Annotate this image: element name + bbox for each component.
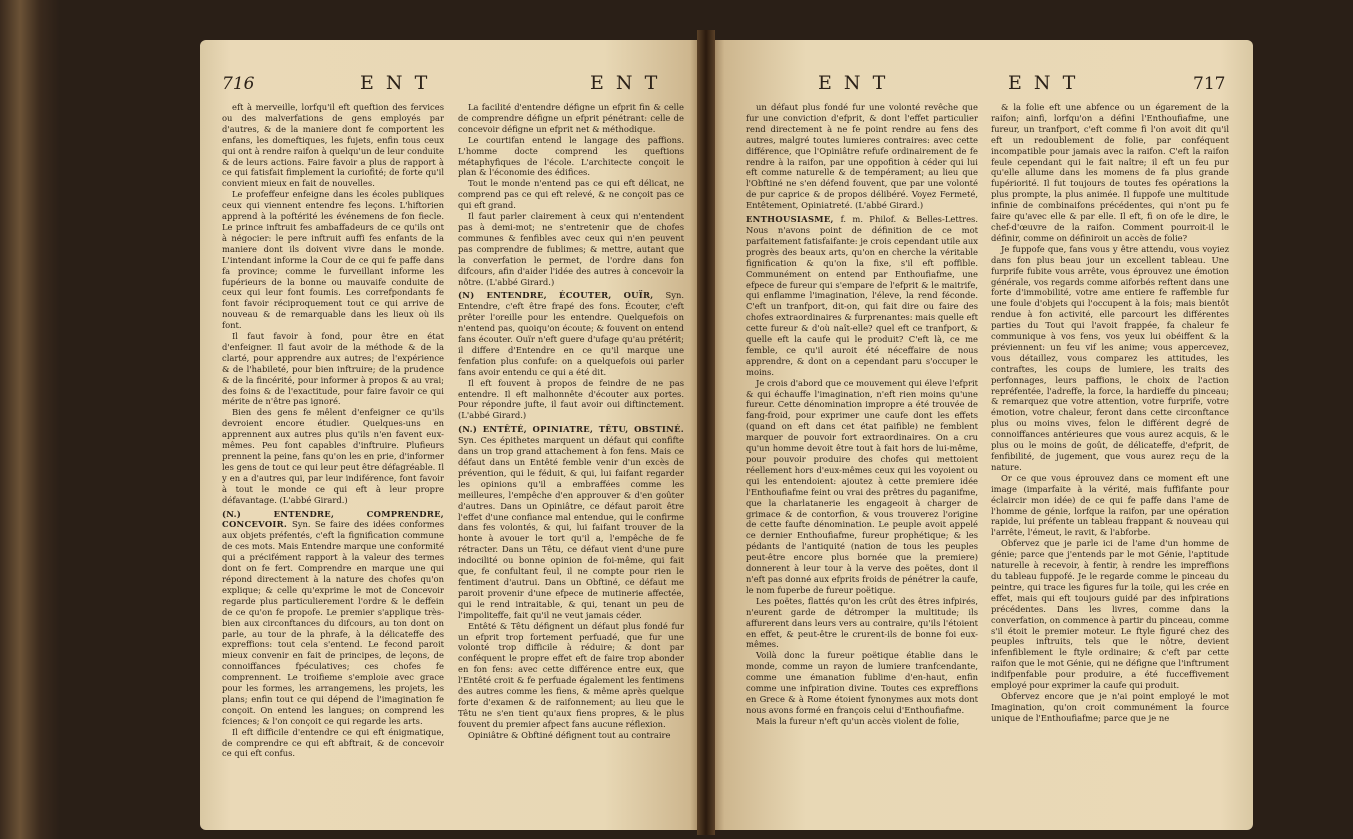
dictionary-entry [458,290,684,377]
entry-text: Syn. Ces épithetes marquent un défaut qui confifte dans un trop grand attachement à fon fens. Mais ce défaut dans un Entêté femble venir d'un excès de prévention, qui le féduit, & qui, lui faifant regarder les opinions qu'il a embraffées comme les meilleures, l'empêche d'en approuver & d'en goûter d'autres. Dans un Opiniâtre, ce défaut paroit être l'effet d'une confiance mal entendue, qui le confirme dans fes volontés, & qui, lui faifant trouver de la honte à avouer le tort qu'il a, l'empêche de fe rétracter. Dans un Têtu, ce défaut vient d'une pure indocilité ou bonne opinion de foi-même, qui fait que, fe confultant feul, il ne compte pour rien le fentiment d'autrui. Dans un Obftiné, ce défaut me paroit provenir d'une efpece de mutinerie affectée, qui le rend intraitable, & qui, tenant un peu de l'impoliteffe, fait qu'il ne veut jamais céder. [458,435,684,620]
right-page-columns [746,102,1229,822]
book-gutter [697,30,715,835]
running-head: E N T [590,72,661,94]
page-number: 716 [222,74,255,94]
paragraph: Les poëtes, flattés qu'on les crût des êtres infpirés, n'eurent garde de détromper la multitude; ils affurerent dans leurs vers au contraire, qu'ils l'étoient en effet, & peut-être le crurent-ils de bonne foi eux-mêmes. [746,595,978,650]
right-page-header [708,68,1253,98]
paragraph: Il eft difficile d'entendre ce qui eft énigmatique, de comprendre ce qui eft abftrait, & de concevoir ce qui eft confus. [222,726,444,759]
paragraph: Entêté & Têtu défignent un défaut plus fondé fur un efprit trop fortement perfuadé, que fur une volonté trop difficile à réduire; & dont par conféquent le propre effet eft de faire trop abonder en fon fens: avec cette différence entre eux, que l'Entêté croit & fe perfuade également les fentimens des autres comme les fiens, & même après quelque forte d'examen & de raifonnement; au lieu que le Têtu ne s'en tient qu'aux fiens propres, & le plus fouvent du premier afpect fans aucune réflexion. [458,620,684,729]
page-number: 717 [1193,74,1226,94]
text-column [991,102,1229,822]
entry-text: Syn. Se faire des idées conformes aux objets préfentés, c'eft la fignification commune de ces mots. Mais Entendre marque une conformité qui a précifément rapport à la valeur des termes dont on fe fert. Comprendre en marque une qui répond directement à la nature des chofes qu'on explique; & celle qu'exprime le mot de Concevoir regarde plus particulierement l'ordre & le deffein de ce qu'on fe propofe. Le premier s'applique très-bien aux circonftances du difcours, au ton dont on parle, au tour de la phrafe, à la délicateffe des expreffions: tout cela s'entend. Le fecond paroit mieux convenir en fait de principes, de leçons, de connoiffances fpéculatives; ces chofes fe comprennent. Le troifieme s'emploie avec grace pour les formes, les arrangemens, les projets, les plans; enfin tout ce qui dépend de l'imagination fe conçoit. On entend les langues; on comprend les fciences; & l'on conçoit ce qui regarde les arts. [222,519,444,726]
paragraph: Je fuppofe que, fans vous y être attendu, vous voyiez dans fon plus beau jour un excellent tableau. Une furprife fubite vous arrête, vous éprouvez une émotion générale, vos regards comme aiforbés reftent dans une forte d'immobilité, votre ame entiere fe raffemble fur une foule d'objets qui l'occupent à la fois; mais bientôt rendue à fon activité, elle parcourt les différentes parties du Tout qui l'avoit frappée, fa chaleur fe communique à vos fens, vos yeux lui obéiffent & la préviennent: un feu vif les anime; vous appercevez, vous détaillez, vous comparez les attitudes, les contraftes, les coups de lumiere, les traits des perfonnages, leurs paffions, le choix de l'action repréfentée, l'adreffe, la force, la hardieffe du pinceau; & remarquez que votre attention, votre furprife, votre émotion, votre chaleur, feront dans cette circonftance plus ou moins vives, felon le différent degré de connoiffances antérieures que vous aurez acquis, & le plus ou le moins de goût, de délicateffe, d'efprit, de fenfibilité, de jugement, que vous aurez reçu de la nature. [991,243,1229,472]
paragraph: Il eft fouvent à propos de feindre de ne pas entendre. Il eft malhonnête d'écouter aux portes. Pour répondre jufte, il faut avoir oui diftinctement. (L'abbé Girard.) [458,377,684,421]
paragraph: Bien des gens fe mêlent d'enfeigner ce qu'ils devroient encore étudier. Quelques-uns en apprennent aux autres plus qu'ils n'en favent eux-mêmes. Peu font capables d'inftruire. Plufieurs prennent la peine, fans qu'on les en prie, d'informer les gens de tout ce qui leur peut être défagréable. Il y en a d'autres qui, par leur indiférence, font favoir à tout le monde ce qui eft à leur propre défavantage. (L'abbé Girard.) [222,407,444,505]
dictionary-entry [746,214,978,378]
dictionary-entry [222,509,444,727]
running-head: E N T [818,72,889,94]
paragraph: Voilà donc la fureur poëtique établie dans le monde, comme un rayon de lumiere tranfcendante, comme une émanation fublime d'en-haut, enfin comme une infpiration divine. Toutes ces expreffions en Grece & à Rome étoient fynonymes aux mots dont nous avons formé en françois celui d'Enthoufiafme. [746,650,978,715]
paragraph: Mais la fureur n'eft qu'un accès violent de folie, [756,715,960,726]
text-column [458,102,684,822]
paragraph: Je crois d'abord que ce mouvement qui éleve l'efprit & qui échauffe l'imagination, n'eft rien moins qu'une fureur. Cette dénomination impropre a été trouvée de fang-froid, pour exprimer une caufe dont les effets (quand on eft dans cet état paifible) ne femblent marquer de pouvoir fort extraordinaires. On a cru qu'un homme devoit être tout à fait hors de lui-même, pour pouvoir produire des chofes qui mettoient réellement hors d'eux-mêmes ceux qui les voyoient ou qui les entendoient: ajoutez à cette premiere idée l'Enthoufiafme feint ou vrai des prêtres du paganifme, que la charlatanerie les engageoit à charger de grimace & de contorfion, & vous trouverez l'origine de cette faufte dénomination. Le peuple avoit appelé ce dernier Enthoufiafme, fureur prophétique; & les pédants de l'antiquité (nation de tous les peuples peut-être encore plus bornée que la premiere) donnerent à leur tour à la verve des poëtes, dont il n'eft pas donné aux efprits froids de pénétrer la caufe, le nom fuperbe de fureur poëtique. [746,377,978,595]
paragraph: Or ce que vous éprouvez dans ce moment eft une image (imparfaite à la vérité, mais fuffifante pour éclaircir mon idée) de ce qui fe paffe dans l'ame de l'homme de génie, lorfque la raifon, par une opération rapide, lui préfente un tableau frappant & nouveau qui l'arrête, l'émeut, le ravit, & l'abforbe. [991,472,1229,538]
paragraph: Obfervez encore que je n'ai point employé le mot Imagination, qu'on croit communément la fource unique de l'Enthoufiafme; parce que je ne [991,690,1229,723]
left-page-header [200,68,705,98]
text-column [222,102,444,822]
paragraph: & la folie eft une abfence ou un égarement de la raifon; ainfi, lorfqu'on a défini l'Enthoufiafme, une fureur, un tranfport, c'eft comme fi l'on avoit dit qu'il eft un redoublement de folie, par conféquent incompatible pour jamais avec la raifon. C'eft la raifon feule cependant qui le fait naître; il eft un feu pur qu'elle allume dans les momens de fa plus grande fupériorité. Il fut toujours de toutes fes opérations la plus prompte, la plus animée. Il fuppofe une multitude infinie de combinaifons précédentes, qui n'ont pu fe faire qu'avec elle & par elle. Il eft, fi on ofe le dire, le chef-d'œuvre de la raifon. Comment pourroit-il le définir, comme on définiroit un accès de folie? [991,102,1229,243]
entry-headword: (N.) ENTÊTÉ, OPINIATRE, TÊTU, OBSTINÉ. [458,424,684,435]
paragraph: La facilité d'entendre défigne un efprit fin & celle de comprendre défigne un efprit pénétrant: celle de concevoir défigne un efprit net & méthodique. [458,102,684,134]
paragraph: eft à merveille, lorfqu'il eft queftion des fervices ou des malverfations de gens employés par d'autres, & de la maniere dont fe comportent les enfans, les domeftiques, les fujets, enfin tous ceux qui ont à rendre raifon à quelqu'un de leur conduite & de leurs actions. Faire favoir a plus de rapport à ce qui fatisfait fimplement la curiofité; de forte qu'il convient mieux en fait de nouvelles. [222,102,444,189]
paragraph: Obfervez que je parle ici de l'ame d'un homme de génie; parce que j'entends par le mot Génie, l'aptitude naturelle à recevoir, à fentir, à rendre les impreffions du tableau fuppofé. Je le regarde comme le pinceau du peintre, qui trace les figures fur la toile, qui les crée en effet, mais qui eft toujours guidé par des infpirations précédentes. Dans les livres, comme dans la converfation, on commence à partir du pinceau, comme s'il étoit le premier moteur. Le ftyle figuré chez des peuples inftruits, tels que le nôtre, devient infenfiblement le ftyle ordinaire; & c'eft par cette raifon que le mot Génie, qui ne défigne que l'inftrument indifpenfable pour produire, a été fucceffivement employé pour exprimer la caufe qui produit. [991,538,1229,691]
left-page [200,40,705,830]
paragraph: Il faut parler clairement à ceux qui n'entendent pas à demi-mot; ne s'entretenir que de chofes communes & fenfibles avec ceux qui n'en peuvent pas comprendre de fublimes; & mettre, autant que la converfation le permet, de l'ordre dans fon difcours, afin d'aider l'idée des autres à concevoir la nôtre. (L'abbé Girard.) [458,211,684,287]
paragraph: un défaut plus fondé fur une volonté revêche que fur une conviction d'efprit, & dont l'effet particulier rend directement à ne fe point rendre au fens des autres, malgré toutes lumieres contraires: avec cette différence, que l'Opiniâtre refufe ordinairement de fe rendre à la raifon, par une oppofition à céder qui lui eft comme naturelle & de tempérament; au lieu que l'Obftiné ne s'en défend fouvent, que par une volonté de pur caprice & de propos délibéré. Voyez Fermeté, Entêtement, Opiniatreté. (L'abbé Girard.) [746,102,978,211]
paragraph: Opiniâtre & Obftiné défignent tout au contraire [468,729,671,740]
right-page [708,40,1253,830]
paragraph: Le profeffeur enfeigne dans les écoles publiques ceux qui viennent entendre fes leçons. L'hiftorien apprend à la poftérité les événemens de fon fiecle. Le prince inftruit fes ambaffadeurs de ce qu'ils ont à négocier: le pere inftruit auffi fes enfants de la maniere dont ils doivent vivre dans le monde. L'intendant informe la Cour de ce qui fe paffe dans fa province; comme le furveillant informe les fupérieurs de la bonne ou mauvaife conduite de ceux qui leur font foumis. Les correfpondants fe font favoir réciproquement tout ce qui arrive de nouveau & de remarquable dans les lieux où ils font. [222,189,444,331]
running-head: E N T [360,72,431,94]
entry-headword: (N.) ENTENDRE, COMPRENDRE, CONCEVOIR. [222,508,444,530]
running-head: E N T [1008,72,1079,94]
paragraph: Le courtifan entend le langage des paffions. L'homme docte comprend les queftions métaphyfiques de l'école. L'architecte conçoit le plan & l'économie des édifices. [458,134,684,178]
entry-text: Syn. Entendre, c'eft être frapé des fons. Écouter, c'eft prêter l'oreille pour les entendre. Quelquefois on n'entend pas, quoiqu'on écoute; & fouvent on entend fans écouter. Ouïr n'eft guere d'ufage qu'au prétérit; il differe d'Entendre en ce qu'il marque une fenfation plus confufe: on a quelquefois oui parler fans avoir entendu ce qui a été dit. [458,290,684,377]
entry-text: f. m. Philof. & Belles-Lettres. Nous n'avons point de définition de ce mot parfaitement fatisfaifante: je crois cependant utile aux progrès des beaux arts, qu'on en cherche la véritable fignification & qu'on la fixe, s'il eft poffible. Communément on entend par Enthoufiafme, une efpece de fureur qui s'empare de l'efprit & le maitrife, qui enflamme l'imagination, l'éleve, la rend féconde. C'eft un tranfport, dit-on, qui fait dire ou faire des chofes extraordinaires & furprenantes: mais quelle eft cette fureur & d'où naît-elle? quel eft ce tranfport, & quelle eft la caufe qui le produit? C'eft là, ce me femble, ce qu'il auroit été néceffaire de nous apprendre, & dont on a cependant paru s'occuper le moins. [746,214,978,377]
left-page-columns [222,102,685,822]
entry-headword: ENTHOUSIASME, [746,214,841,225]
paragraph: Tout le monde n'entend pas ce qui eft délicat, ne comprend pas ce qui eft relevé, & ne conçoit pas ce qui eft grand. [458,178,684,211]
text-column [746,102,978,822]
entry-headword: (N) ENTENDRE, ÉCOUTER, OUÏR, [458,290,666,301]
paragraph: Il faut favoir à fond, pour être en état d'enfeigner. Il faut avoir de la méthode & de la clarté, pour apprendre aux autres; de l'expérience & de l'habileté, pour bien inftruire; de la prudence & de la fincérité, pour informer à propos & au vrai; des foins & de l'exactitude, pour faire favoir ce qui mérite de n'être pas ignoré. [222,331,444,407]
dictionary-entry [458,424,684,620]
